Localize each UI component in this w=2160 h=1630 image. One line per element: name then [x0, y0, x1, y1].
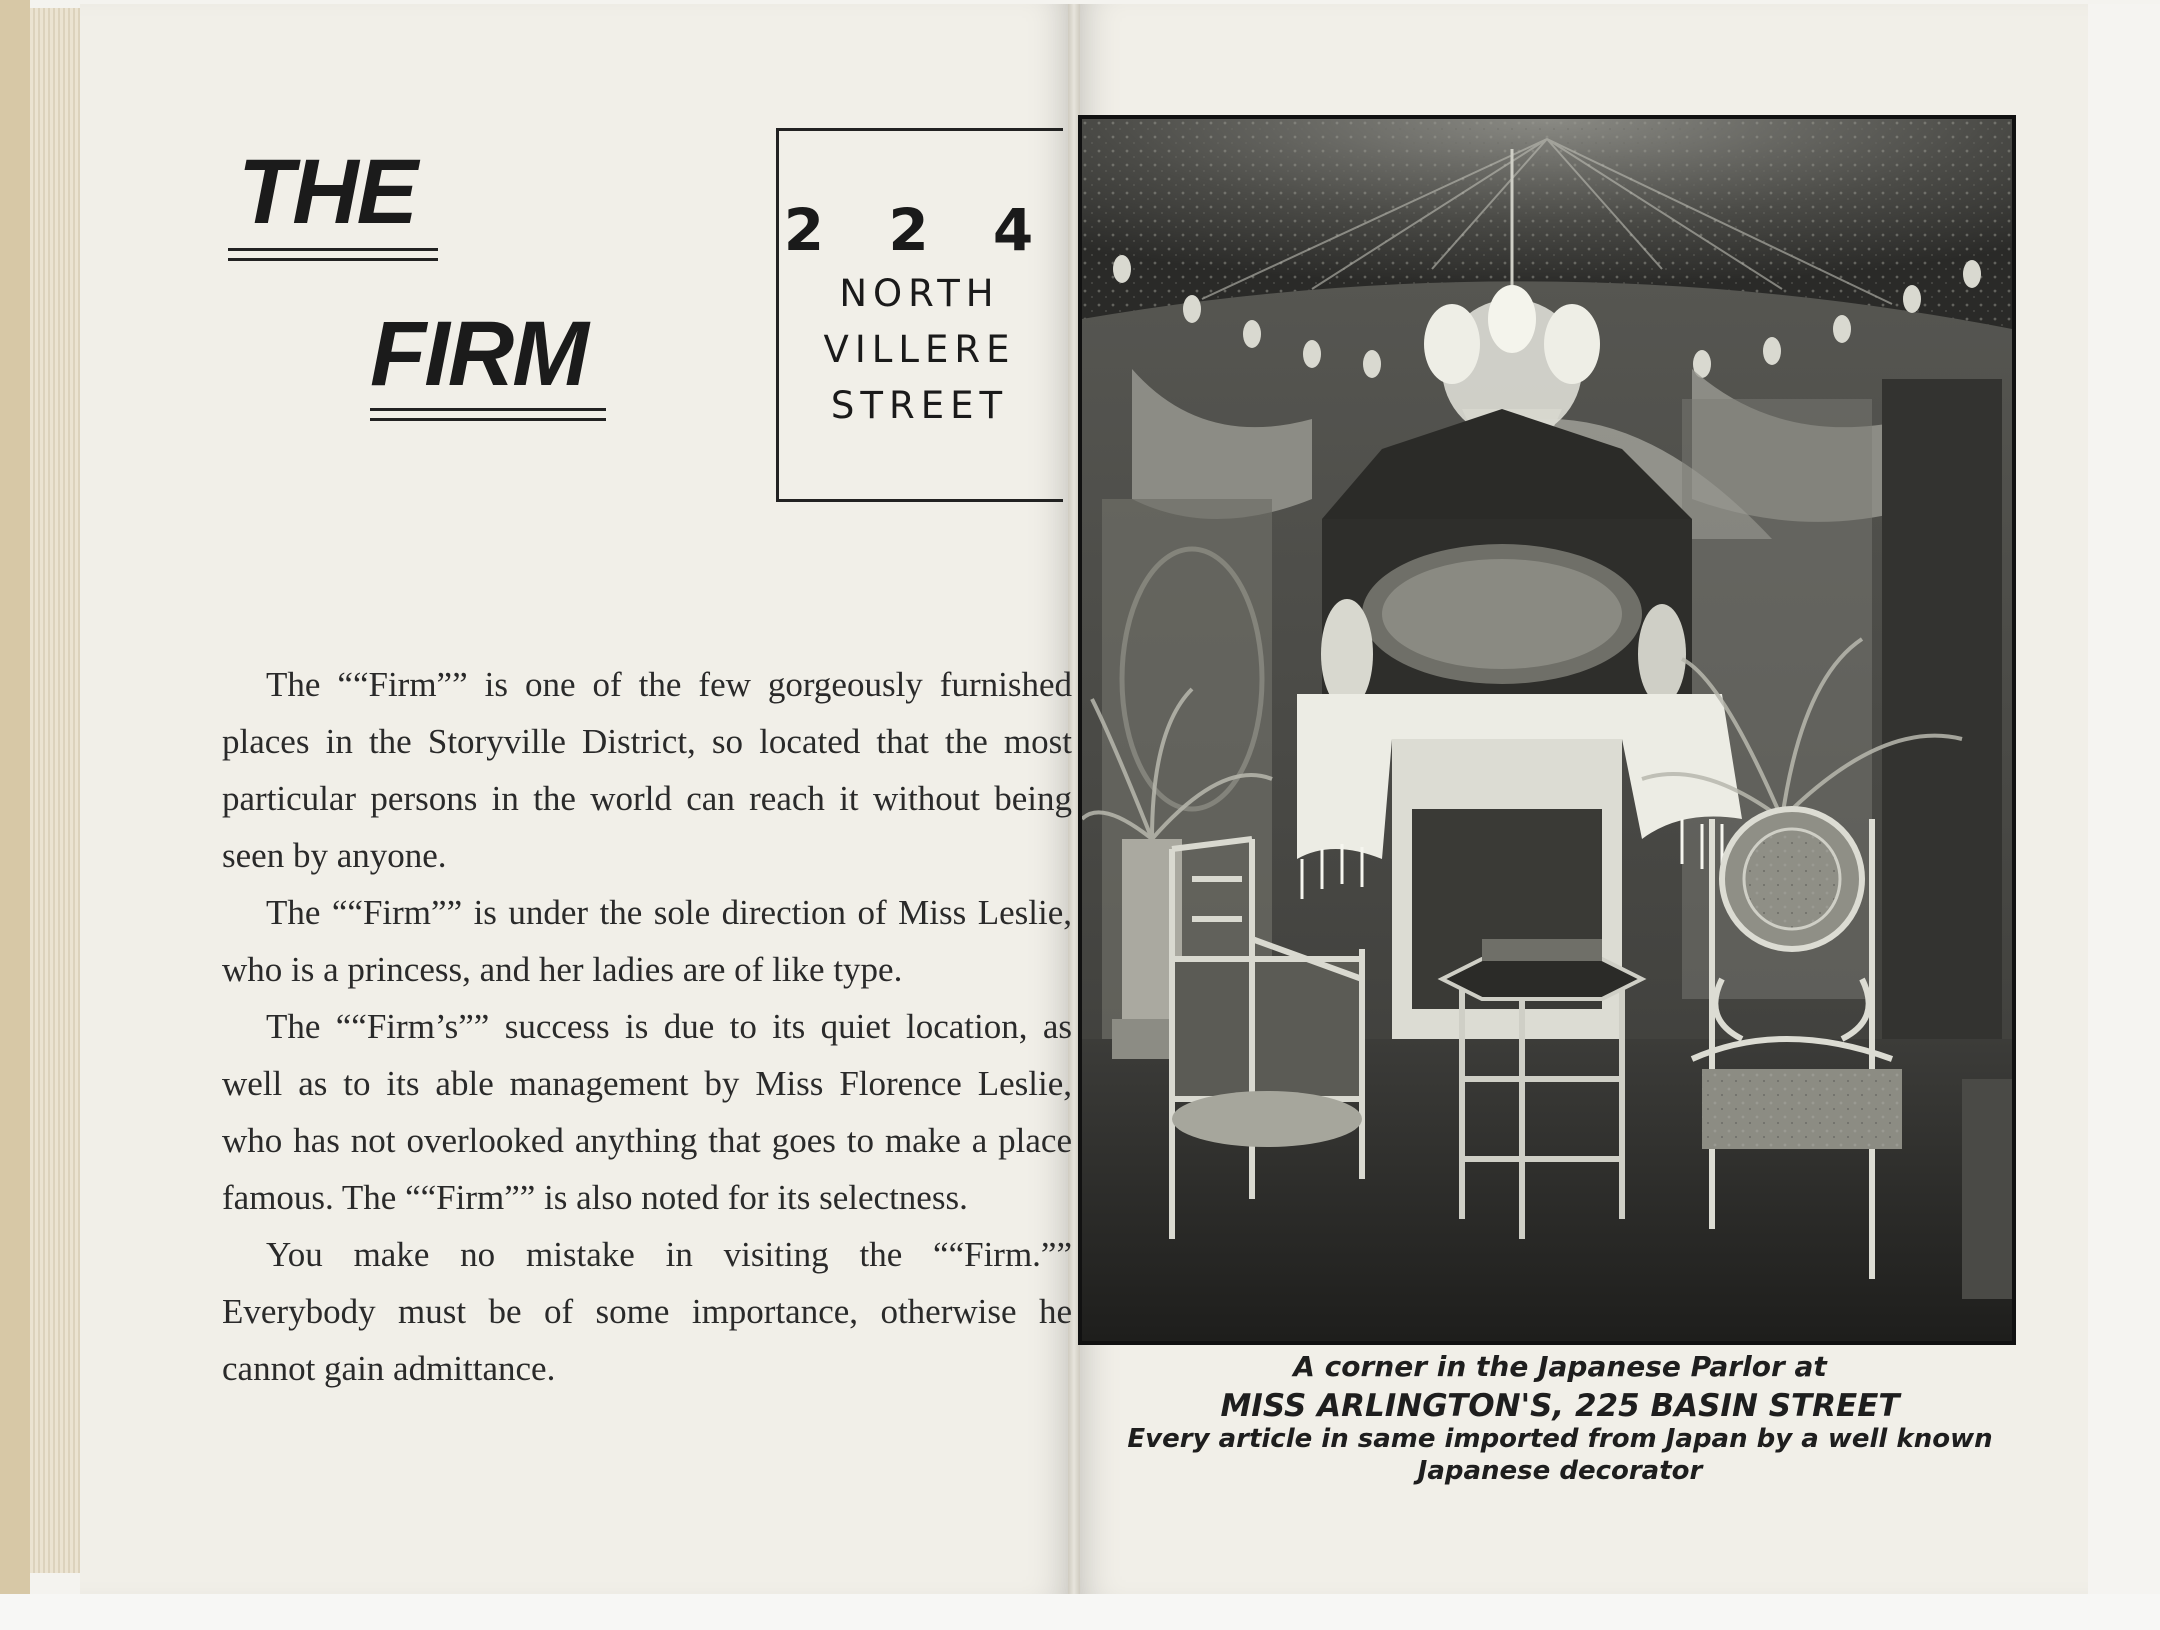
right-margin [2088, 4, 2160, 1594]
title-underline [370, 408, 606, 411]
bottom-margin [0, 1594, 2160, 1630]
title-underline [370, 418, 606, 421]
address-line-villere: VILLERE [823, 328, 1016, 371]
photo-caption-line: MISS ARLINGTON'S, 225 BASIN STREET [1220, 1388, 1900, 1424]
address-line-north: NORTH [839, 272, 1000, 315]
parlor-photograph-drawing [1082, 119, 2012, 1341]
paragraph: The ““Firm”” is under the sole direction of Miss Leslie, who is a princess, and her ladies are of like type. [222, 893, 1072, 989]
address-line-street: STREET [830, 384, 1009, 427]
photo-caption-line: Every article in same imported from Japan by a well known [1127, 1424, 1993, 1454]
photo-caption-line: A corner in the Japanese Parlor at [1293, 1350, 1827, 1383]
address-number: 2 2 4 [783, 196, 1056, 264]
title-the: THE [238, 141, 416, 243]
book-cover-edge [0, 0, 30, 1630]
address-box [776, 128, 1063, 502]
parlor-photograph [1078, 115, 2016, 1345]
paragraph: You make no mistake in visiting the ““Firm.”” Everybody must be of some importance, otherwise he cannot gain admittance. [222, 1235, 1072, 1388]
title-underline [228, 248, 438, 251]
paragraph: The ““Firm”” is one of the few gorgeously furnished places in the Storyville District, so located that the most particular persons in the world can reach it without being seen by anyone. [222, 665, 1072, 875]
paragraph: The ““Firm’s”” success is due to its quiet location, as well as to its able management by Miss Florence Leslie, who has not overlooked anything that goes to make a place famous. The ““Firm”” is also noted for its selectness. [222, 1007, 1072, 1217]
photo-caption-line: Japanese decorator [1417, 1456, 1703, 1486]
title-underline [228, 258, 438, 261]
body-text [222, 656, 1072, 1397]
title-firm: FIRM [370, 303, 587, 405]
